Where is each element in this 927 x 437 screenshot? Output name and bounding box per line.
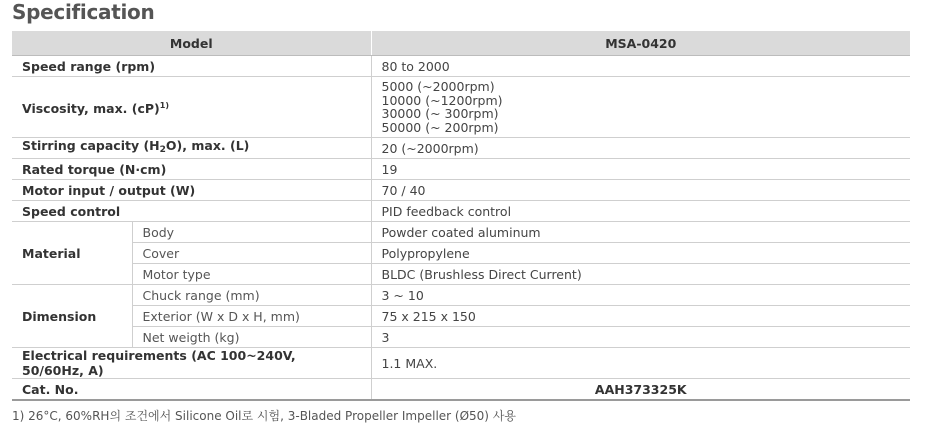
row-material-cover bbox=[12, 243, 910, 264]
label-speed-control: Speed control bbox=[12, 201, 371, 222]
label-speed-range: Speed range (rpm) bbox=[12, 56, 371, 77]
sublabel-cover: Cover bbox=[132, 243, 371, 264]
header-model-number: MSA-0420 bbox=[371, 31, 910, 56]
footnote-mark: 1) bbox=[159, 100, 170, 110]
label-viscosity-text: Viscosity, max. (cP) bbox=[22, 101, 160, 117]
page-title: Specification bbox=[12, 0, 155, 24]
row-rated-torque bbox=[12, 159, 910, 180]
viscosity-line: 5000 (~2000rpm) bbox=[381, 79, 495, 94]
viscosity-line: 50000 (~ 200rpm) bbox=[381, 119, 499, 135]
value-motor-type: BLDC (Brushless Direct Current) bbox=[371, 264, 910, 285]
value-net-weight: 3 bbox=[371, 327, 910, 348]
row-speed-range bbox=[12, 56, 910, 77]
row-stirring-capacity bbox=[12, 138, 910, 159]
header-model: Model bbox=[12, 31, 371, 56]
label-stirring-a: Stirring capacity (H bbox=[22, 138, 160, 153]
label-rated-torque: Rated torque (N·cm) bbox=[12, 159, 371, 180]
label-dimension: Dimension bbox=[12, 285, 132, 348]
value-motor-io: 70 / 40 bbox=[371, 180, 910, 201]
label-cat-no: Cat. No. bbox=[12, 379, 371, 401]
table-header-row bbox=[12, 31, 910, 56]
spec-table bbox=[12, 31, 910, 401]
row-viscosity bbox=[12, 77, 910, 138]
row-material-body bbox=[12, 222, 910, 243]
value-electrical: 1.1 MAX. bbox=[371, 348, 910, 379]
value-stirring-capacity: 20 (~2000rpm) bbox=[371, 138, 910, 159]
viscosity-line: 10000 (~1200rpm) bbox=[381, 92, 503, 108]
label-stirring-subscript: 2 bbox=[159, 145, 166, 155]
value-speed-range: 80 to 2000 bbox=[371, 56, 910, 77]
label-electrical: Electrical requirements (AC 100~240V, 50/60Hz, A) bbox=[12, 348, 371, 379]
value-exterior: 75 x 215 x 150 bbox=[371, 306, 910, 327]
row-motor-io bbox=[12, 180, 910, 201]
label-stirring-capacity bbox=[12, 138, 371, 159]
sublabel-net-weight: Net weigth (kg) bbox=[132, 327, 371, 348]
sublabel-chuck-range: Chuck range (mm) bbox=[132, 285, 371, 306]
value-cat-no: AAH373325K bbox=[371, 379, 910, 401]
value-cover: Polypropylene bbox=[371, 243, 910, 264]
sublabel-exterior: Exterior (W x D x H, mm) bbox=[132, 306, 371, 327]
value-rated-torque: 19 bbox=[371, 159, 910, 180]
sublabel-body: Body bbox=[132, 222, 371, 243]
label-motor-io: Motor input / output (W) bbox=[12, 180, 371, 201]
row-cat-no bbox=[12, 379, 910, 401]
label-material: Material bbox=[12, 222, 132, 285]
sublabel-motor-type: Motor type bbox=[132, 264, 371, 285]
value-viscosity bbox=[371, 77, 910, 138]
row-dimension-chuck bbox=[12, 285, 910, 306]
value-chuck-range: 3 ~ 10 bbox=[371, 285, 910, 306]
label-stirring-b: O), max. (L) bbox=[165, 138, 250, 153]
value-speed-control: PID feedback control bbox=[371, 201, 910, 222]
footnote: 1) 26°C, 60%RH의 조건에서 Silicone Oil로 시험, 3-Bladed Propeller Impeller (Ø50) 사용 bbox=[12, 409, 516, 423]
row-electrical bbox=[12, 348, 910, 379]
value-body: Powder coated aluminum bbox=[371, 222, 910, 243]
label-viscosity bbox=[12, 77, 371, 138]
row-dimension-exterior bbox=[12, 306, 910, 327]
row-speed-control bbox=[12, 201, 910, 222]
row-dimension-weight bbox=[12, 327, 910, 348]
viscosity-line: 30000 (~ 300rpm) bbox=[381, 106, 499, 121]
row-material-motor-type bbox=[12, 264, 910, 285]
